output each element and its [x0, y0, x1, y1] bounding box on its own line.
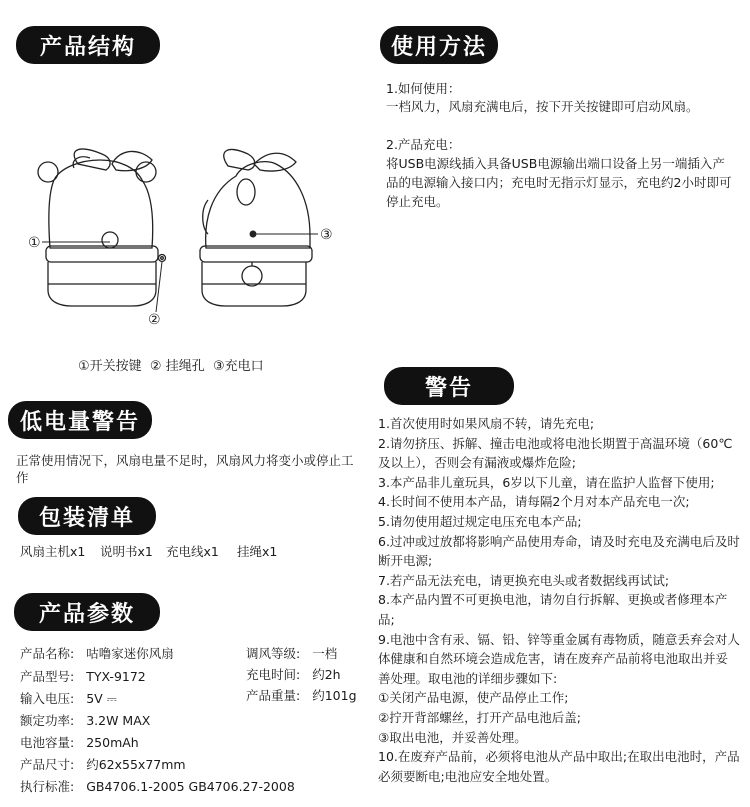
- section-title-warning: 警告: [384, 367, 514, 405]
- warning-item: ③取出电池，并妥善处理。: [378, 729, 527, 745]
- warning-item: ②拧开背部螺丝，打开产品电池后盖;: [378, 709, 581, 725]
- usage-item1-title: 1.如何使用：: [386, 81, 461, 96]
- packing-item: 说明书x1: [100, 544, 153, 559]
- fan-side-view: [200, 150, 312, 306]
- param-power: 额定功率: 3.2W MAX: [20, 713, 151, 728]
- section-title-usage: 使用方法: [380, 26, 498, 64]
- structure-caption: ①开关按键 ② 挂绳孔 ③充电口: [78, 359, 264, 374]
- packing-item: 充电线x1: [166, 544, 219, 559]
- fan-front-view: [38, 149, 166, 306]
- warning-item: 8.本产品内置不可更换电池，请勿自行拆解、更换或者修理本产品;: [378, 592, 728, 627]
- warning-item: 7.若产品无法充电，请更换充电头或者数据线再试试;: [378, 572, 670, 588]
- warning-item: 1.首次使用时如果风扇不转，请先充电;: [378, 416, 595, 431]
- param-weight: 产品重量: 约101g: [246, 688, 357, 703]
- callout-1: ①: [28, 235, 41, 251]
- param-battery: 电池容量: 250mAh: [20, 735, 139, 750]
- warning-item: 9.电池中含有汞、镉、铅、锌等重金属有毒物质，随意丢弃会对人体健康和自然环境会造成危害，请在废弃产品前将电池取出并妥善处理。取电池的详细步骤如下:: [378, 631, 740, 686]
- section-title-packing: 包装清单: [18, 497, 156, 535]
- warning-item: 4.长时间不使用本产品，请每隔2个月对本产品充电一次;: [378, 494, 690, 510]
- warning-item: ①关闭产品电源，使产品停止工作;: [378, 690, 569, 706]
- param-model: 产品型号: TYX-9172: [20, 669, 146, 684]
- param-charge: 充电时间: 约2h: [246, 667, 341, 682]
- param-input: 输入电压: 5V ⎓: [20, 691, 117, 706]
- usage-item2-text: 将USB电源线插入具备USB电源输出端口设备上另一端插入产品的电源输入接口内；充电时无指示灯显示，充电约2小时即可停止充电。: [386, 156, 732, 209]
- usage-item2-title: 2.产品充电：: [386, 137, 461, 152]
- warning-item: 3.本产品非儿童玩具，6岁以下儿童，请在监护人监督下使用;: [378, 474, 715, 490]
- packing-item: 风扇主机x1: [20, 544, 86, 559]
- callout-3: ③: [320, 227, 333, 243]
- product-structure-diagram: [20, 140, 350, 340]
- warning-item: 2.请勿挤压、拆解、撞击电池或将电池长期置于高温环境（60℃及以上），否则会有漏液或爆炸危险;: [378, 435, 733, 471]
- warning-item: 5.请勿使用超过规定电压充电本产品;: [378, 513, 582, 529]
- section-title-low-battery: 低电量警告: [8, 401, 152, 439]
- param-standard: 执行标准: GB4706.1-2005 GB4706.27-2008: [20, 779, 295, 794]
- usage-item1-text: 一档风力，风扇充满电后，按下开关按键即可启动风扇。: [386, 99, 699, 114]
- warning-item: 10.在废弃产品前，必须将电池从产品中取出;在取出电池时，产品必须要断电;电池应安全地处置。: [378, 749, 740, 784]
- param-size: 产品尺寸: 约62x55x77mm: [20, 757, 186, 772]
- low-battery-text: 正常使用情况下，风扇电量不足时，风扇风力将变小或停止工作: [16, 453, 354, 485]
- warning-item: 6.过冲或过放都将影响产品使用寿命，请及时充电及充满电后及时断开电源;: [378, 533, 740, 569]
- packing-item: 挂绳x1: [237, 544, 278, 559]
- warning-list: [378, 414, 740, 786]
- param-wind: 调风等级: 一档: [246, 646, 338, 661]
- section-title-structure: 产品结构: [16, 26, 160, 64]
- section-title-params: 产品参数: [14, 593, 160, 631]
- param-name: 产品名称: 咕噜家迷你风扇: [20, 646, 174, 661]
- callout-2: ②: [148, 312, 161, 328]
